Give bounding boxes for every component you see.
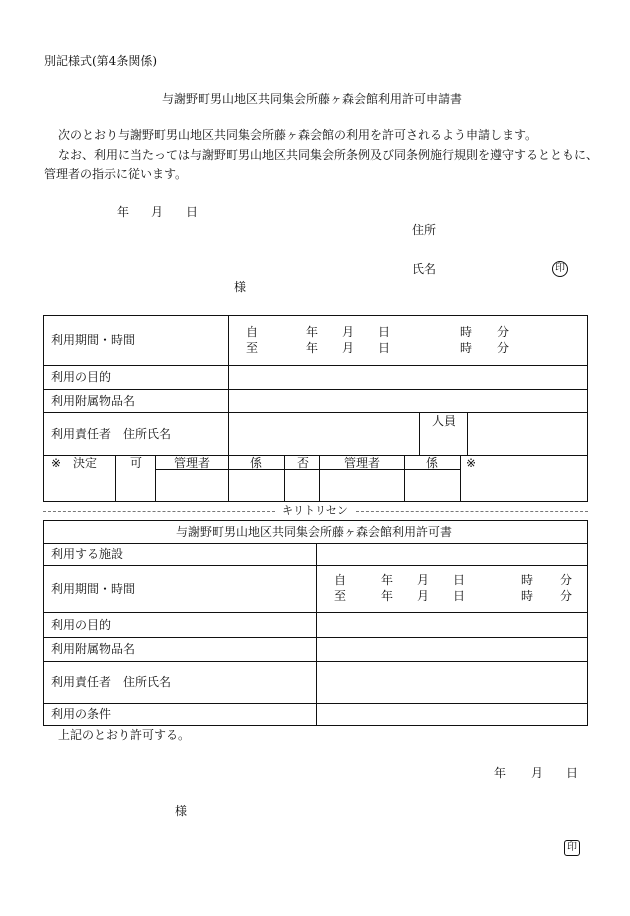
form-label: 別記様式(第4条関係)	[44, 54, 157, 68]
app-from: 自	[246, 325, 259, 339]
app-to-day: 日	[378, 341, 391, 355]
page-title: 与謝野町男山地区共同集会所藤ヶ森会館利用許可申請書	[162, 92, 463, 106]
app-to: 至	[246, 341, 259, 355]
permit-sama: 様	[175, 804, 188, 818]
app-from-hour: 時	[460, 325, 473, 339]
permit-from-minute: 分	[560, 573, 573, 587]
permit-to-hour: 時	[521, 589, 534, 603]
seal-mark: 印	[552, 261, 568, 277]
date-year: 年	[117, 205, 130, 219]
intro-line-2: なお、利用に当たっては与謝野町男山地区共同集会所条例及び同条例施行規則を遵守するとともに、	[58, 148, 599, 162]
date-month: 月	[151, 205, 164, 219]
cut-line-label: キリトリセン	[282, 504, 348, 517]
clerk-label-2: 係	[426, 456, 439, 470]
permit-from: 自	[334, 573, 347, 587]
permit-from-month: 月	[417, 573, 430, 587]
permit-purpose-label: 利用の目的	[51, 618, 112, 632]
permit-to-month: 月	[417, 589, 430, 603]
app-from-year: 年	[306, 325, 319, 339]
cut-line-left	[43, 511, 275, 512]
permit-to-day: 日	[453, 589, 466, 603]
permit-from-day: 日	[453, 573, 466, 587]
permit-conditions-label: 利用の条件	[51, 707, 112, 721]
date-day: 日	[186, 205, 199, 219]
permit-facility-label: 利用する施設	[51, 547, 124, 561]
permit-title: 与謝野町男山地区共同集会所藤ヶ森会館利用許可書	[176, 525, 453, 539]
manager-label-2: 管理者	[344, 456, 381, 470]
name-label: 氏名	[412, 262, 437, 276]
clerk-label-1: 係	[250, 456, 263, 470]
app-responsible-label: 利用責任者 住所氏名	[51, 427, 172, 441]
permit-to: 至	[334, 589, 347, 603]
permit-date-year: 年	[494, 766, 507, 780]
cut-line-right	[356, 511, 588, 512]
kome-left: ※	[51, 456, 62, 470]
intro-line-3: 管理者の指示に従います。	[44, 167, 188, 181]
permit-to-year: 年	[381, 589, 394, 603]
kome-right: ※	[466, 456, 477, 470]
app-to-hour: 時	[460, 341, 473, 355]
app-people-label: 人員	[432, 414, 457, 428]
permit-responsible-label: 利用責任者 住所氏名	[51, 675, 172, 689]
app-items-label: 利用附属物品名	[51, 394, 136, 408]
app-from-day: 日	[378, 325, 391, 339]
permit-to-minute: 分	[560, 589, 573, 603]
permit-date-month: 月	[531, 766, 544, 780]
app-to-year: 年	[306, 341, 319, 355]
permit-period-label: 利用期間・時間	[51, 582, 136, 596]
intro-line-1: 次のとおり与謝野町男山地区共同集会所藤ヶ森会館の利用を許可されるよう申請します。	[58, 128, 538, 142]
approve-label: 可	[130, 456, 143, 470]
app-to-minute: 分	[497, 341, 510, 355]
permit-from-year: 年	[381, 573, 394, 587]
addressee-sama: 様	[234, 280, 247, 294]
permit-items-label: 利用附属物品名	[51, 642, 136, 656]
permit-date-day: 日	[566, 766, 579, 780]
app-period-label: 利用期間・時間	[51, 333, 136, 347]
permit-seal-mark: 印	[564, 840, 580, 856]
app-to-month: 月	[342, 341, 355, 355]
manager-label-1: 管理者	[174, 456, 211, 470]
permit-from-hour: 時	[521, 573, 534, 587]
app-from-month: 月	[342, 325, 355, 339]
deny-label: 否	[297, 456, 310, 470]
decision-label: 決定	[73, 456, 98, 470]
approval-text: 上記のとおり許可する。	[58, 728, 191, 742]
app-purpose-label: 利用の目的	[51, 370, 112, 384]
address-label: 住所	[412, 223, 437, 237]
app-from-minute: 分	[497, 325, 510, 339]
